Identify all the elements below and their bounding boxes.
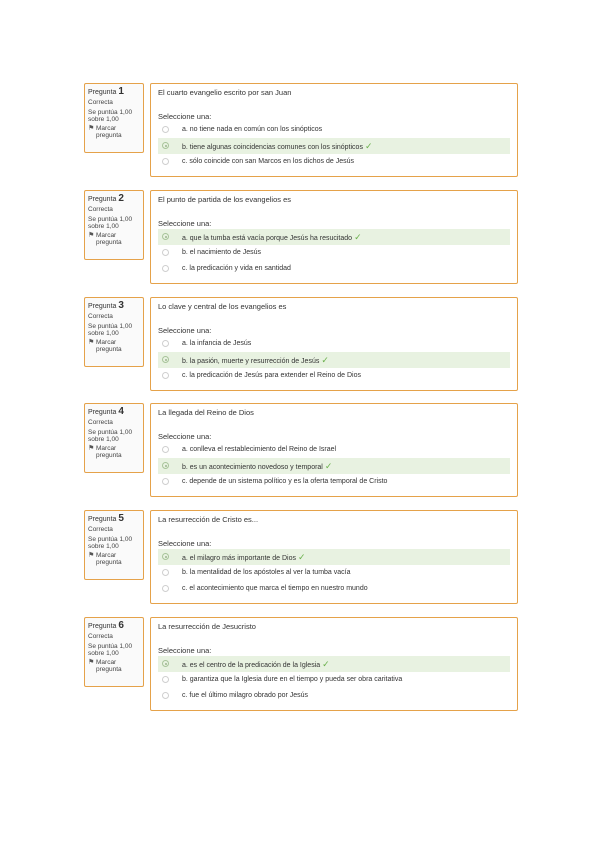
question-grade: Se puntúa 1,00 sobre 1,00 [88,216,133,230]
flag-icon: ⚑ [88,339,95,346]
flag-question-label: Marcar pregunta [96,445,122,459]
answer-list [158,122,510,170]
answer-text: b. garantiza que la Iglesia dure en el tiempo y pueda ser obra caritativa [182,676,403,683]
answer-text: c. la predicación de Jesús para extender el Reino de Dios [182,372,361,379]
answer-prompt: Seleccione una: [158,432,212,441]
answer-text: a. la infancia de Jesús [182,340,252,347]
question-number-value: 3 [118,300,124,311]
question-content [150,403,518,497]
answer-text: a. que la tumba está vacía porque Jesús ha resucitado [182,235,353,242]
answer-option[interactable] [158,474,510,490]
answer-prompt: Seleccione una: [158,219,212,228]
radio-button[interactable] [162,265,169,272]
answer-text: a. el milagro más importante de Dios [182,555,296,562]
answer-option[interactable] [158,565,510,581]
answer-text: a. conlleva el restablecimiento del Reino de Israel [182,446,337,453]
answer-prompt: Seleccione una: [158,326,212,335]
question-info-panel [84,190,144,260]
radio-button[interactable] [162,446,169,453]
answer-option[interactable] [158,656,510,672]
answer-option[interactable] [158,352,510,368]
answer-option[interactable] [158,688,510,704]
question-state: Correcta [88,633,113,640]
answer-option[interactable] [158,122,510,138]
answer-option[interactable] [158,458,510,474]
answer-list [158,549,510,597]
answer-list [158,442,510,490]
radio-button[interactable] [162,462,169,469]
radio-button[interactable] [162,585,169,592]
question-content [150,83,518,177]
question-number-value: 6 [118,620,124,631]
radio-button[interactable] [162,660,169,667]
answer-text: c. fue el último milagro obrado por Jesús [182,692,309,699]
flag-icon: ⚑ [88,552,95,559]
question-grade: Se puntúa 1,00 sobre 1,00 [88,536,133,550]
question-number-value: 5 [118,513,124,524]
flag-question-label: Marcar pregunta [96,659,122,673]
radio-button[interactable] [162,126,169,133]
question-word: Pregunta [88,89,117,96]
question-number-value: 2 [118,193,124,204]
flag-icon: ⚑ [88,659,95,666]
flag-icon: ⚑ [88,125,95,132]
radio-button[interactable] [162,372,169,379]
question-state: Correcta [88,419,113,426]
flag-icon: ⚑ [88,232,95,239]
question-word: Pregunta [88,409,117,416]
question-number [88,87,140,98]
answer-text: c. el acontecimiento que marca el tiempo en nuestro mundo [182,585,368,592]
radio-button[interactable] [162,142,169,149]
question-number-value: 1 [118,86,124,97]
question-number [88,621,140,632]
question-grade: Se puntúa 1,00 sobre 1,00 [88,109,133,123]
correct-check-icon: ✓ [354,232,362,242]
flag-question-link[interactable] [88,552,140,566]
answer-prompt: Seleccione una: [158,112,212,121]
radio-button[interactable] [162,478,169,485]
answer-list [158,336,510,384]
radio-button[interactable] [162,249,169,256]
question-word: Pregunta [88,196,117,203]
radio-button[interactable] [162,569,169,576]
flag-question-link[interactable] [88,339,140,353]
answer-prompt: Seleccione una: [158,646,212,655]
question-number [88,194,140,205]
answer-text: c. sólo coincide con san Marcos en los dichos de Jesús [182,158,354,165]
answer-text: b. el nacimiento de Jesús [182,249,261,256]
answer-text: b. tiene algunas coincidencias comunes con los sinópticos [182,144,363,151]
answer-list [158,656,510,704]
answer-option[interactable] [158,336,510,352]
question-state: Correcta [88,313,113,320]
flag-question-link[interactable] [88,445,140,459]
answer-option[interactable] [158,138,510,154]
correct-check-icon: ✓ [324,461,333,471]
question-word: Pregunta [88,623,117,630]
answer-text: c. la predicación y vida en santidad [182,265,291,272]
question-number-value: 4 [118,406,124,417]
answer-option[interactable] [158,245,510,261]
flag-question-label: Marcar pregunta [96,232,122,246]
correct-check-icon: ✓ [322,659,330,669]
question-word: Pregunta [88,516,117,523]
question-state: Correcta [88,526,113,533]
correct-check-icon: ✓ [321,355,329,365]
flag-question-link[interactable] [88,659,140,673]
flag-question-link[interactable] [88,125,140,139]
question-text: El cuarto evangelio escrito por san Juan [158,88,292,97]
answer-text: c. depende de un sistema político y es la oferta temporal de Cristo [182,478,388,485]
answer-option[interactable] [158,261,510,277]
answer-option[interactable] [158,672,510,688]
flag-question-label: Marcar pregunta [96,339,122,353]
question-content [150,190,518,284]
question-content [150,297,518,391]
question-grade: Se puntúa 1,00 sobre 1,00 [88,643,133,657]
radio-button[interactable] [162,233,169,240]
question-info-panel [84,510,144,580]
answer-text: b. es un acontecimiento novedoso y temporal [182,464,323,471]
question-text: La llegada del Reino de Dios [158,408,254,417]
question-info-panel [84,83,144,153]
question-content [150,510,518,604]
radio-button[interactable] [162,676,169,683]
answer-option[interactable] [158,442,510,458]
question-grade: Se puntúa 1,00 sobre 1,00 [88,429,133,443]
flag-question-label: Marcar pregunta [96,552,122,566]
radio-button[interactable] [162,553,169,560]
answer-option[interactable] [158,549,510,565]
answer-text: b. la pasión, muerte y resurrección de Jesús [182,358,320,365]
question-info-panel [84,297,144,367]
answer-option[interactable] [158,368,510,384]
answer-list [158,229,510,277]
question-text: La resurrección de Jesucristo [158,622,256,631]
radio-button[interactable] [162,692,169,699]
flag-question-label: Marcar pregunta [96,125,122,139]
question-number [88,514,140,525]
question-number [88,301,140,312]
correct-check-icon: ✓ [364,141,373,151]
question-info-panel [84,617,144,687]
flag-icon: ⚑ [88,445,95,452]
radio-button[interactable] [162,356,169,363]
answer-text: a. es el centro de la predicación de la Iglesia [182,662,321,669]
question-word: Pregunta [88,303,117,310]
answer-option[interactable] [158,581,510,597]
flag-question-link[interactable] [88,232,140,246]
question-state: Correcta [88,206,113,213]
radio-button[interactable] [162,340,169,347]
answer-option[interactable] [158,154,510,170]
radio-button[interactable] [162,158,169,165]
answer-option[interactable] [158,229,510,245]
question-text: Lo clave y central de los evangelios es [158,302,287,311]
question-text: El punto de partida de los evangelios es [158,195,292,204]
question-state: Correcta [88,99,113,106]
question-content [150,617,518,711]
question-grade: Se puntúa 1,00 sobre 1,00 [88,323,133,337]
answer-text: a. no tiene nada en común con los sinópticos [182,126,323,133]
question-info-panel [84,403,144,473]
answer-prompt: Seleccione una: [158,539,212,548]
question-number [88,407,140,418]
answer-text: b. la mentalidad de los apóstoles al ver la tumba vacía [182,569,351,576]
question-text: La resurrección de Cristo es... [158,515,259,524]
correct-check-icon: ✓ [298,552,306,562]
